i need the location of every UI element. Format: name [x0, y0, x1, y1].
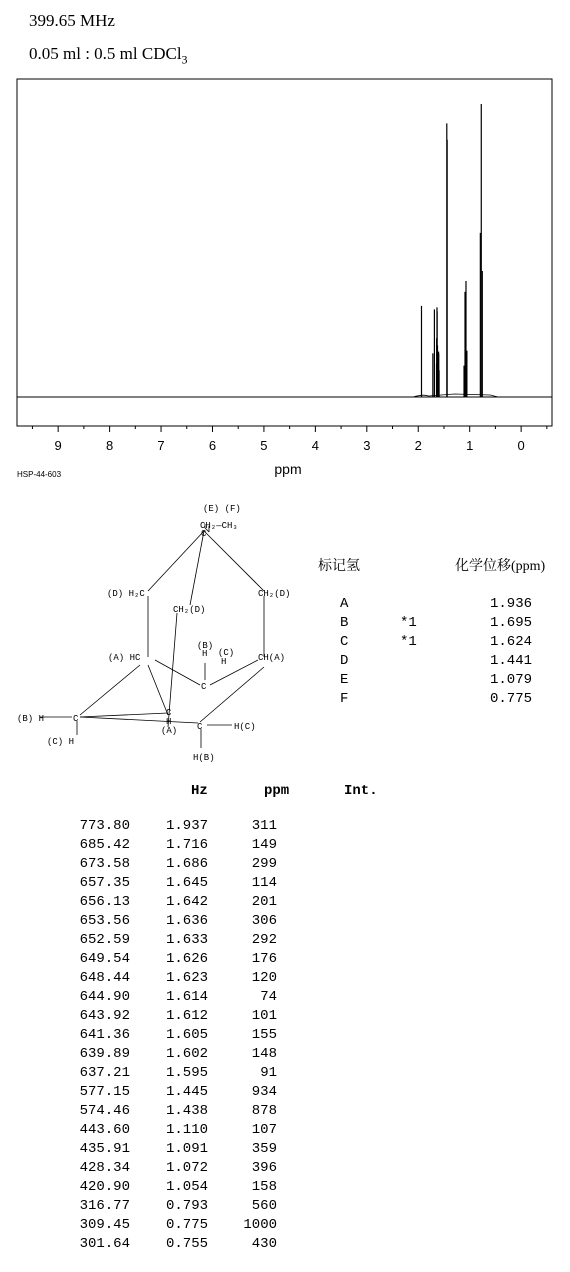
peak-table-row — [0, 818, 420, 837]
peak-ppm: 1.645 — [165, 875, 208, 891]
peak-table-row — [0, 875, 420, 894]
x-tick-label: 6 — [208, 438, 217, 453]
peak-table-row — [0, 989, 420, 1008]
assignment-shift: 1.936 — [489, 596, 532, 612]
peak-ppm: 1.626 — [165, 951, 208, 967]
x-tick-label: 7 — [157, 438, 165, 453]
struct-a-mid: (A) — [161, 726, 178, 736]
peak-ppm: 0.775 — [165, 1217, 208, 1233]
peak-ppm: 1.445 — [165, 1084, 208, 1100]
x-tick-label: 1 — [466, 438, 474, 453]
x-tick-label: 9 — [54, 438, 62, 453]
peak-int: 306 — [251, 913, 277, 929]
peak-hz: 637.21 — [79, 1065, 130, 1081]
peak-hz: 577.15 — [79, 1084, 130, 1100]
assignment-header-label: 标记氢 — [318, 559, 360, 574]
peak-hz: 428.34 — [79, 1160, 130, 1176]
peak-ppm: 1.686 — [165, 856, 208, 872]
peak-int: 299 — [251, 856, 277, 872]
peak-ppm: 1.605 — [165, 1027, 208, 1043]
x-tick-label: 2 — [414, 438, 422, 453]
assignment-label: D — [340, 653, 349, 669]
peak-int: 311 — [251, 818, 277, 834]
peak-int: 292 — [251, 932, 277, 948]
struct-c-center: C — [201, 682, 207, 692]
assignment-shift: 1.695 — [489, 615, 532, 631]
assignment-label: B — [340, 615, 349, 631]
peak-int: 107 — [251, 1122, 277, 1138]
peak-int: 149 — [251, 837, 277, 853]
peak-hz: 773.80 — [79, 818, 130, 834]
x-tick-label: 4 — [311, 438, 319, 453]
struct-ch2-ch3: CH₂—CH₃ — [200, 521, 238, 531]
peak-ppm: 1.072 — [165, 1160, 208, 1176]
peak-ppm: 1.614 — [165, 989, 208, 1005]
peak-ppm: 1.054 — [165, 1179, 208, 1195]
peak-int: 359 — [251, 1141, 277, 1157]
assignment-shift: 1.079 — [489, 672, 532, 688]
assignment-row — [340, 653, 532, 672]
struct-ch2-d-mid: CH₂(D) — [173, 605, 206, 615]
peak-table-row — [0, 1198, 420, 1217]
peak-ppm: 1.110 — [165, 1122, 208, 1138]
peak-int: 114 — [251, 875, 277, 891]
peak-table-row — [0, 1217, 420, 1236]
peak-hz: 641.36 — [79, 1027, 130, 1043]
sdbs-id: HSP-44-603 — [17, 470, 62, 479]
peak-table-row — [0, 1179, 420, 1198]
assignment-mark: *1 — [400, 634, 417, 650]
assignment-row — [340, 691, 532, 710]
peak-hz: 420.90 — [79, 1179, 130, 1195]
peak-int: 430 — [251, 1236, 277, 1252]
peak-table-header-hz: Hz — [191, 783, 208, 799]
peak-hz: 316.77 — [79, 1198, 130, 1214]
struct-label-ef: (E) (F) — [203, 504, 241, 514]
struct-c-mid: C — [166, 708, 172, 718]
struct-b-upper: (B) — [197, 641, 214, 651]
peak-hz: 435.91 — [79, 1141, 130, 1157]
peak-hz: 648.44 — [79, 970, 130, 986]
assignment-label: C — [340, 634, 349, 650]
plot-frame — [17, 79, 552, 426]
struct-c-right: C — [197, 722, 203, 732]
assignment-shift: 0.775 — [489, 691, 532, 707]
peak-hz: 574.46 — [79, 1103, 130, 1119]
peak-int: 158 — [251, 1179, 277, 1195]
assignment-header-shift: 化学位移(ppm) — [455, 559, 546, 574]
peak-int: 120 — [251, 970, 277, 986]
assignment-label: F — [340, 691, 349, 707]
peak-table-row — [0, 951, 420, 970]
peak-table-row — [0, 1103, 420, 1122]
peak-hz: 653.56 — [79, 913, 130, 929]
assignment-label: E — [340, 672, 349, 688]
peak-ppm: 1.612 — [165, 1008, 208, 1024]
peak-hz: 657.35 — [79, 875, 130, 891]
x-tick-label: 3 — [363, 438, 371, 453]
struct-h-c-right: H(C) — [234, 722, 256, 732]
struct-a-hc: (A) HC — [108, 653, 141, 663]
peak-int: 201 — [251, 894, 277, 910]
peak-int: 560 — [251, 1198, 277, 1214]
spectrum-peaks — [413, 104, 498, 397]
peak-int: 148 — [251, 1046, 277, 1062]
peak-int: 878 — [251, 1103, 277, 1119]
peak-table-row — [0, 894, 420, 913]
peak-int: 101 — [251, 1008, 277, 1024]
peak-table-row — [0, 932, 420, 951]
struct-c-top: C — [201, 529, 207, 539]
peak-ppm: 0.793 — [165, 1198, 208, 1214]
peak-ppm: 1.716 — [165, 837, 208, 853]
peak-table-row — [0, 1141, 420, 1160]
struct-b-h-left: (B) H — [17, 714, 45, 724]
peak-table-row — [0, 1236, 420, 1255]
peak-table-row — [0, 837, 420, 856]
struct-c-upper: (C) — [218, 648, 235, 658]
struct-h-b-bottom: H(B) — [193, 753, 215, 763]
peak-hz: 644.90 — [79, 989, 130, 1005]
solvent-subscript: 3 — [181, 52, 188, 67]
peak-table-row — [0, 1122, 420, 1141]
peak-hz: 673.58 — [79, 856, 130, 872]
peak-int: 91 — [260, 1065, 277, 1081]
peak-hz: 652.59 — [79, 932, 130, 948]
struct-d-h2c: (D) H₂C — [107, 589, 145, 599]
peak-table-row — [0, 1160, 420, 1179]
peak-int: 1000 — [243, 1217, 277, 1233]
peak-ppm: 1.937 — [165, 818, 208, 834]
peak-table-row — [0, 1046, 420, 1065]
assignment-label: A — [340, 596, 349, 612]
peak-table-row — [0, 856, 420, 875]
assignment-mark: *1 — [400, 615, 417, 631]
assignment-row — [340, 634, 532, 653]
peak-ppm: 1.633 — [165, 932, 208, 948]
peak-int: 155 — [251, 1027, 277, 1043]
peak-hz: 649.54 — [79, 951, 130, 967]
peak-table-row — [0, 913, 420, 932]
peak-int: 396 — [251, 1160, 277, 1176]
assignment-row — [340, 615, 532, 634]
peak-table-row — [0, 1084, 420, 1103]
x-axis-label: ppm — [274, 461, 302, 477]
peak-ppm: 1.636 — [165, 913, 208, 929]
peak-ppm: 1.438 — [165, 1103, 208, 1119]
peak-hz: 443.60 — [79, 1122, 130, 1138]
peak-hz: 685.42 — [79, 837, 130, 853]
peak-int: 176 — [251, 951, 277, 967]
solvent-text: 0.05 ml : 0.5 ml CDCl — [29, 44, 182, 63]
struct-c-left: C — [73, 714, 79, 724]
peak-table-header-ppm: ppm — [264, 783, 290, 799]
peak-hz: 639.89 — [79, 1046, 130, 1062]
x-tick-label: 0 — [517, 438, 525, 453]
struct-h-upper2: H — [221, 657, 227, 667]
x-axis-ticks — [32, 426, 546, 453]
x-tick-label: 5 — [260, 438, 268, 453]
assignment-row — [340, 596, 532, 615]
struct-c-h-left: (C) H — [47, 737, 75, 747]
peak-int: 74 — [260, 989, 277, 1005]
peak-ppm: 1.091 — [165, 1141, 208, 1157]
peak-table-row — [0, 1027, 420, 1046]
peak-hz: 309.45 — [79, 1217, 130, 1233]
peak-ppm: 1.602 — [165, 1046, 208, 1062]
nmr-spectrum-chart — [0, 0, 570, 490]
assignment-row — [340, 672, 532, 691]
struct-h-mid: H — [166, 717, 172, 727]
assignment-shift: 1.441 — [489, 653, 532, 669]
peak-hz: 301.64 — [79, 1236, 130, 1252]
peak-table-header-int: Int. — [344, 783, 378, 799]
molecule-structure — [0, 495, 310, 775]
spectrometer-frequency: 399.65 MHz — [29, 11, 115, 30]
peak-ppm: 1.595 — [165, 1065, 208, 1081]
peak-ppm: 1.642 — [165, 894, 208, 910]
peak-table-row — [0, 1065, 420, 1084]
peak-hz: 656.13 — [79, 894, 130, 910]
peak-table-row — [0, 970, 420, 989]
peak-ppm: 0.755 — [165, 1236, 208, 1252]
struct-h-upper: H — [202, 649, 208, 659]
assignment-shift: 1.624 — [489, 634, 532, 650]
struct-ch2-d-right: CH₂(D) — [258, 589, 291, 599]
peak-ppm: 1.623 — [165, 970, 208, 986]
struct-ch-a: CH(A) — [258, 653, 286, 663]
x-tick-label: 8 — [105, 438, 114, 453]
peak-int: 934 — [251, 1084, 277, 1100]
peak-hz: 643.92 — [79, 1008, 130, 1024]
peak-table-row — [0, 1008, 420, 1027]
